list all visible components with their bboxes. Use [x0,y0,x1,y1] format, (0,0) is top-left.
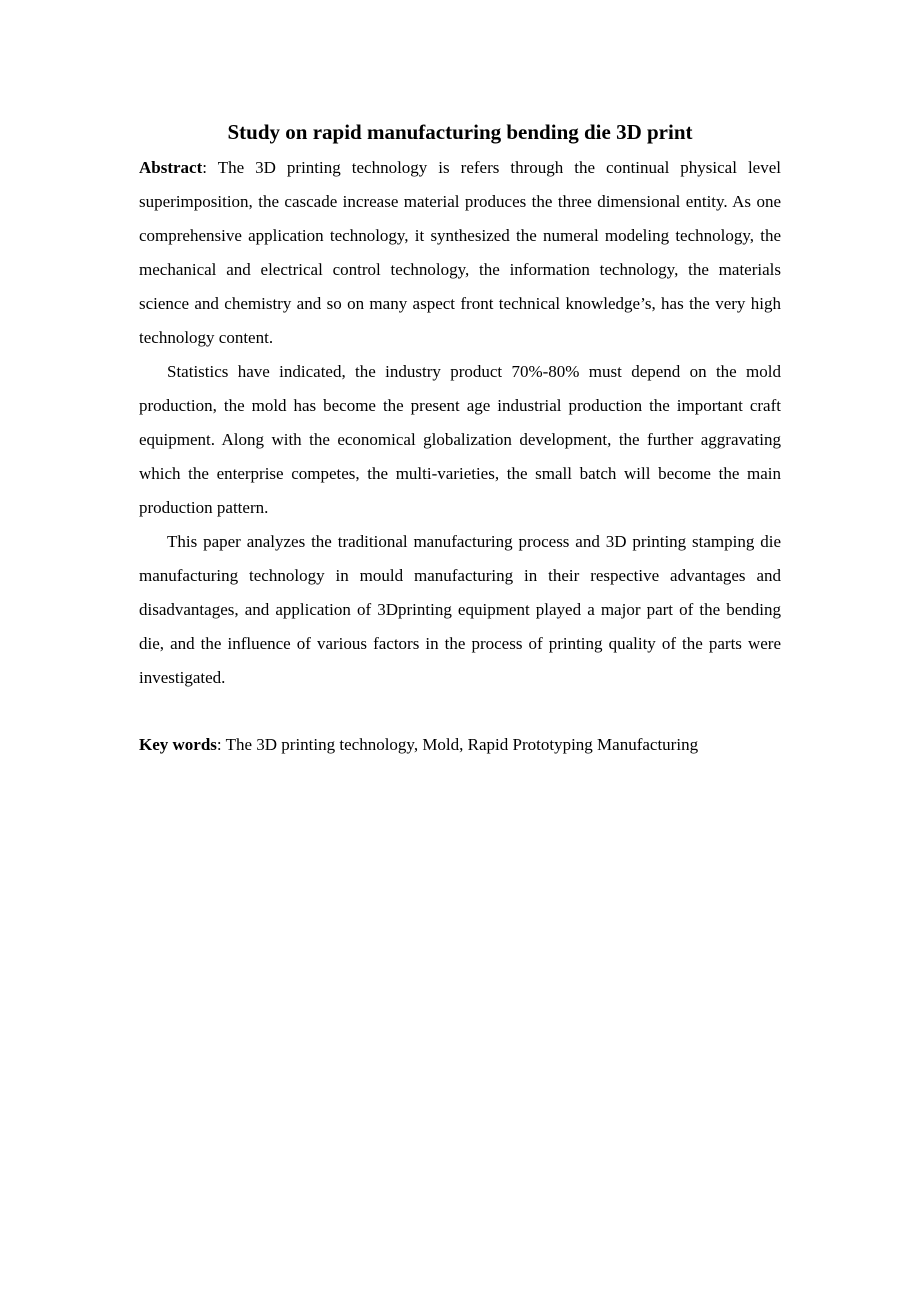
abstract-paragraph-2: Statistics have indicated, the industry product 70%-80% must depend on the mold production, the mold has become the present age industrial production the important craft equipment. Along with the economical globalization development, the further aggravating which the enterprise competes, the multi-varieties, the small batch will become the main production pattern. [139,362,781,517]
keywords-text: The 3D printing technology, Mold, Rapid Prototyping Manufacturing [225,735,699,754]
keywords-label: Key words [139,735,217,754]
abstract-separator: : [202,158,218,177]
abstract-paragraph-1-text: The 3D printing technology is refers through the continual physical level superimposition, the cascade increase material produces the three dimensional entity. As one comprehensive application technology, it synthesized the numeral modeling technology, the mechanical and electrical control technology, the information technology, the materials science and chemistry and so on many aspect front technical knowledge’s, has the very high technology content. [139,158,781,347]
keywords-line [139,728,781,762]
keywords-separator: : [216,735,226,754]
abstract-paragraph-3: This paper analyzes the traditional manufacturing process and 3D printing stamping die manufacturing technology in mould manufacturing in their respective advantages and disadvantages, and application of 3Dprinting equipment played a major part of the bending die, and the influence of various factors in the process of printing quality of the parts were investigated. [139,532,781,687]
page-title: Study on rapid manufacturing bending die 3D print [227,120,693,144]
abstract-section [139,151,781,695]
abstract-label: Abstract [139,158,203,177]
abstract-paragraph-1 [139,151,781,355]
